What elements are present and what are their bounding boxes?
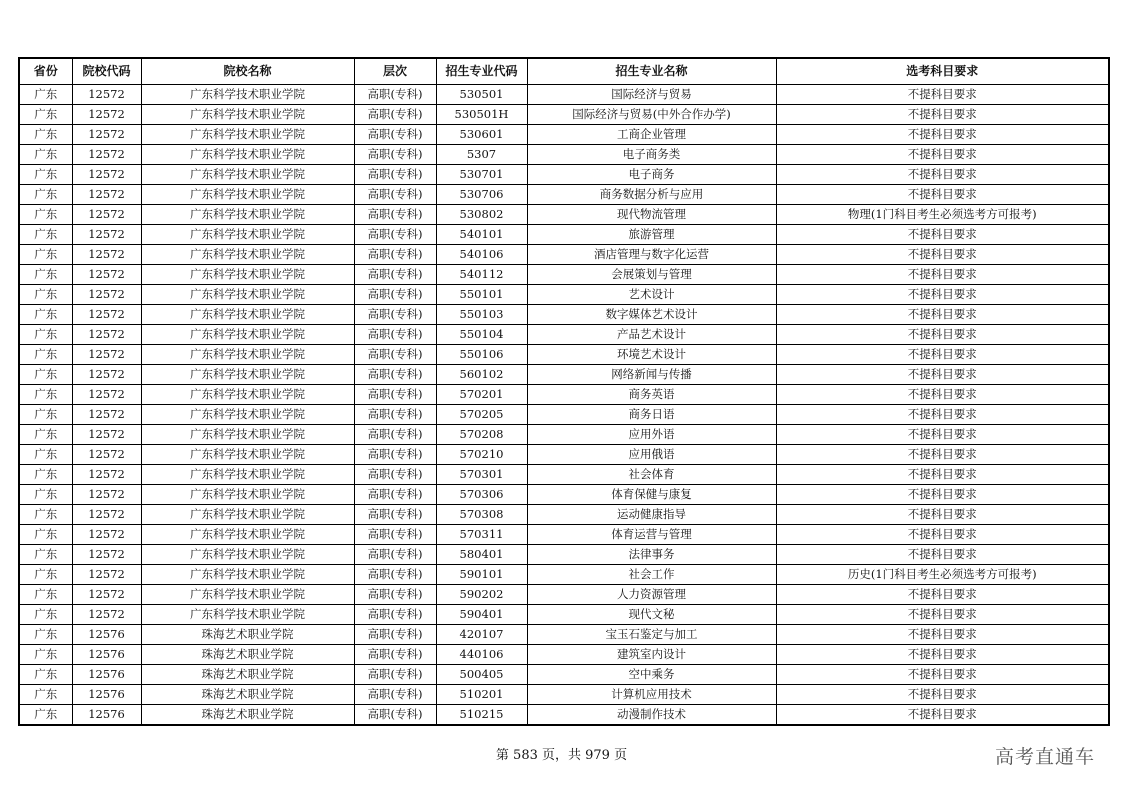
cell-major-code: 530802 <box>436 205 527 225</box>
cell-major-code: 510215 <box>436 705 527 726</box>
cell-school-name: 广东科学技术职业学院 <box>141 505 354 525</box>
cell-school-code: 12572 <box>72 425 141 445</box>
cell-level: 高职(专科) <box>354 525 436 545</box>
cell-subject-requirement: 不提科目要求 <box>776 145 1109 165</box>
cell-level: 高职(专科) <box>354 85 436 105</box>
cell-province: 广东 <box>19 325 72 345</box>
cell-major-code: 550106 <box>436 345 527 365</box>
table-row <box>19 485 1109 505</box>
cell-major-name: 应用外语 <box>527 425 776 445</box>
cell-level: 高职(专科) <box>354 105 436 125</box>
page-number: 第 583 页，共 979 页 <box>495 748 628 763</box>
cell-school-name: 广东科学技术职业学院 <box>141 265 354 285</box>
cell-subject-requirement: 不提科目要求 <box>776 505 1109 525</box>
cell-major-name: 应用俄语 <box>527 445 776 465</box>
cell-major-name: 法律事务 <box>527 545 776 565</box>
cell-major-code: 570306 <box>436 485 527 505</box>
cell-school-code: 12576 <box>72 625 141 645</box>
cell-subject-requirement: 物理(1门科目考生必须选考方可报考) <box>776 205 1109 225</box>
cell-level: 高职(专科) <box>354 125 436 145</box>
cell-school-code: 12572 <box>72 225 141 245</box>
cell-major-code: 540101 <box>436 225 527 245</box>
cell-major-name: 数字媒体艺术设计 <box>527 305 776 325</box>
cell-province: 广东 <box>19 305 72 325</box>
cell-school-code: 12572 <box>72 105 141 125</box>
cell-school-code: 12572 <box>72 205 141 225</box>
cell-level: 高职(专科) <box>354 565 436 585</box>
header-subject-requirement: 选考科目要求 <box>776 58 1109 85</box>
cell-major-name: 现代文秘 <box>527 605 776 625</box>
cell-school-code: 12572 <box>72 445 141 465</box>
cell-school-code: 12572 <box>72 185 141 205</box>
cell-province: 广东 <box>19 285 72 305</box>
table-header-row <box>19 58 1109 85</box>
cell-level: 高职(专科) <box>354 585 436 605</box>
cell-level: 高职(专科) <box>354 325 436 345</box>
table-row <box>19 205 1109 225</box>
cell-province: 广东 <box>19 225 72 245</box>
cell-school-code: 12572 <box>72 605 141 625</box>
cell-school-code: 12572 <box>72 165 141 185</box>
cell-school-code: 12572 <box>72 485 141 505</box>
cell-major-name: 国际经济与贸易 <box>527 85 776 105</box>
cell-school-code: 12572 <box>72 585 141 605</box>
cell-school-name: 广东科学技术职业学院 <box>141 485 354 505</box>
cell-major-name: 体育运营与管理 <box>527 525 776 545</box>
cell-major-name: 工商企业管理 <box>527 125 776 145</box>
cell-major-name: 空中乘务 <box>527 665 776 685</box>
cell-school-name: 广东科学技术职业学院 <box>141 105 354 125</box>
header-school-code: 院校代码 <box>72 58 141 85</box>
cell-subject-requirement: 不提科目要求 <box>776 445 1109 465</box>
cell-major-name: 国际经济与贸易(中外合作办学) <box>527 105 776 125</box>
table-row <box>19 465 1109 485</box>
cell-level: 高职(专科) <box>354 605 436 625</box>
cell-school-name: 广东科学技术职业学院 <box>141 545 354 565</box>
table-row <box>19 385 1109 405</box>
cell-level: 高职(专科) <box>354 645 436 665</box>
admission-table <box>18 57 1110 726</box>
cell-major-code: 560102 <box>436 365 527 385</box>
table-row <box>19 705 1109 726</box>
cell-province: 广东 <box>19 525 72 545</box>
cell-province: 广东 <box>19 485 72 505</box>
cell-major-code: 570210 <box>436 445 527 465</box>
cell-level: 高职(专科) <box>354 665 436 685</box>
cell-major-code: 570311 <box>436 525 527 545</box>
cell-level: 高职(专科) <box>354 505 436 525</box>
table-row <box>19 525 1109 545</box>
cell-subject-requirement: 不提科目要求 <box>776 305 1109 325</box>
cell-province: 广东 <box>19 405 72 425</box>
table-row <box>19 365 1109 385</box>
cell-major-name: 商务数据分析与应用 <box>527 185 776 205</box>
table-row <box>19 225 1109 245</box>
cell-level: 高职(专科) <box>354 165 436 185</box>
table-row <box>19 285 1109 305</box>
cell-province: 广东 <box>19 125 72 145</box>
cell-school-name: 广东科学技术职业学院 <box>141 305 354 325</box>
cell-major-name: 社会体育 <box>527 465 776 485</box>
cell-school-name: 广东科学技术职业学院 <box>141 425 354 445</box>
cell-school-name: 广东科学技术职业学院 <box>141 285 354 305</box>
table-row <box>19 165 1109 185</box>
cell-province: 广东 <box>19 505 72 525</box>
cell-province: 广东 <box>19 645 72 665</box>
cell-school-name: 广东科学技术职业学院 <box>141 585 354 605</box>
table-row <box>19 665 1109 685</box>
cell-province: 广东 <box>19 625 72 645</box>
cell-school-name: 广东科学技术职业学院 <box>141 445 354 465</box>
cell-school-code: 12572 <box>72 285 141 305</box>
cell-school-code: 12572 <box>72 85 141 105</box>
cell-major-name: 电子商务 <box>527 165 776 185</box>
cell-school-name: 广东科学技术职业学院 <box>141 525 354 545</box>
cell-major-code: 540106 <box>436 245 527 265</box>
cell-school-name: 广东科学技术职业学院 <box>141 205 354 225</box>
header-level: 层次 <box>354 58 436 85</box>
cell-major-code: 510201 <box>436 685 527 705</box>
cell-subject-requirement: 不提科目要求 <box>776 185 1109 205</box>
cell-school-name: 广东科学技术职业学院 <box>141 165 354 185</box>
cell-subject-requirement: 不提科目要求 <box>776 585 1109 605</box>
cell-level: 高职(专科) <box>354 305 436 325</box>
cell-major-code: 500405 <box>436 665 527 685</box>
cell-level: 高职(专科) <box>354 485 436 505</box>
cell-subject-requirement: 不提科目要求 <box>776 545 1109 565</box>
cell-major-code: 530501 <box>436 85 527 105</box>
cell-level: 高职(专科) <box>354 265 436 285</box>
cell-major-code: 530701 <box>436 165 527 185</box>
cell-major-name: 商务英语 <box>527 385 776 405</box>
cell-subject-requirement: 不提科目要求 <box>776 285 1109 305</box>
cell-major-code: 590202 <box>436 585 527 605</box>
cell-school-name: 广东科学技术职业学院 <box>141 325 354 345</box>
cell-school-code: 12572 <box>72 305 141 325</box>
cell-school-code: 12572 <box>72 345 141 365</box>
cell-level: 高职(专科) <box>354 425 436 445</box>
cell-school-code: 12572 <box>72 545 141 565</box>
cell-school-name: 广东科学技术职业学院 <box>141 385 354 405</box>
cell-major-code: 550101 <box>436 285 527 305</box>
cell-level: 高职(专科) <box>354 625 436 645</box>
table-body <box>19 85 1109 726</box>
cell-school-name: 广东科学技术职业学院 <box>141 365 354 385</box>
cell-major-code: 550103 <box>436 305 527 325</box>
cell-province: 广东 <box>19 565 72 585</box>
cell-major-name: 社会工作 <box>527 565 776 585</box>
cell-subject-requirement: 不提科目要求 <box>776 385 1109 405</box>
cell-major-name: 商务日语 <box>527 405 776 425</box>
cell-subject-requirement: 不提科目要求 <box>776 665 1109 685</box>
cell-level: 高职(专科) <box>354 225 436 245</box>
cell-major-name: 产品艺术设计 <box>527 325 776 345</box>
cell-major-code: 590101 <box>436 565 527 585</box>
cell-subject-requirement: 不提科目要求 <box>776 405 1109 425</box>
cell-school-name: 广东科学技术职业学院 <box>141 225 354 245</box>
cell-school-code: 12576 <box>72 705 141 726</box>
cell-school-code: 12572 <box>72 525 141 545</box>
cell-province: 广东 <box>19 245 72 265</box>
cell-school-code: 12572 <box>72 385 141 405</box>
cell-major-name: 艺术设计 <box>527 285 776 305</box>
cell-school-code: 12576 <box>72 665 141 685</box>
cell-subject-requirement: 不提科目要求 <box>776 685 1109 705</box>
cell-province: 广东 <box>19 585 72 605</box>
cell-level: 高职(专科) <box>354 465 436 485</box>
cell-major-name: 体育保健与康复 <box>527 485 776 505</box>
table-row <box>19 585 1109 605</box>
cell-major-code: 440106 <box>436 645 527 665</box>
cell-school-code: 12572 <box>72 245 141 265</box>
table-row <box>19 325 1109 345</box>
header-major-name: 招生专业名称 <box>527 58 776 85</box>
cell-subject-requirement: 不提科目要求 <box>776 165 1109 185</box>
header-major-code: 招生专业代码 <box>436 58 527 85</box>
cell-province: 广东 <box>19 465 72 485</box>
cell-major-name: 计算机应用技术 <box>527 685 776 705</box>
cell-level: 高职(专科) <box>354 285 436 305</box>
cell-province: 广东 <box>19 365 72 385</box>
table-row <box>19 605 1109 625</box>
table-row <box>19 645 1109 665</box>
cell-subject-requirement: 不提科目要求 <box>776 345 1109 365</box>
table-row <box>19 505 1109 525</box>
cell-school-name: 广东科学技术职业学院 <box>141 605 354 625</box>
cell-subject-requirement: 不提科目要求 <box>776 85 1109 105</box>
cell-province: 广东 <box>19 425 72 445</box>
cell-school-code: 12572 <box>72 505 141 525</box>
cell-school-name: 广东科学技术职业学院 <box>141 345 354 365</box>
cell-major-name: 建筑室内设计 <box>527 645 776 665</box>
cell-subject-requirement: 不提科目要求 <box>776 105 1109 125</box>
cell-level: 高职(专科) <box>354 405 436 425</box>
cell-major-name: 酒店管理与数字化运营 <box>527 245 776 265</box>
cell-subject-requirement: 不提科目要求 <box>776 625 1109 645</box>
cell-level: 高职(专科) <box>354 705 436 726</box>
cell-school-code: 12572 <box>72 325 141 345</box>
cell-major-name: 环境艺术设计 <box>527 345 776 365</box>
cell-school-name: 广东科学技术职业学院 <box>141 245 354 265</box>
cell-major-code: 5307 <box>436 145 527 165</box>
cell-major-name: 电子商务类 <box>527 145 776 165</box>
cell-school-name: 珠海艺术职业学院 <box>141 665 354 685</box>
table-row <box>19 545 1109 565</box>
cell-subject-requirement: 不提科目要求 <box>776 325 1109 345</box>
table-row <box>19 405 1109 425</box>
cell-major-code: 570201 <box>436 385 527 405</box>
cell-school-code: 12572 <box>72 265 141 285</box>
cell-level: 高职(专科) <box>354 545 436 565</box>
cell-school-name: 广东科学技术职业学院 <box>141 145 354 165</box>
cell-subject-requirement: 不提科目要求 <box>776 245 1109 265</box>
table-row <box>19 105 1109 125</box>
cell-province: 广东 <box>19 265 72 285</box>
cell-school-name: 珠海艺术职业学院 <box>141 625 354 645</box>
cell-school-code: 12572 <box>72 125 141 145</box>
cell-province: 广东 <box>19 165 72 185</box>
cell-school-name: 珠海艺术职业学院 <box>141 645 354 665</box>
cell-level: 高职(专科) <box>354 205 436 225</box>
cell-school-name: 广东科学技术职业学院 <box>141 405 354 425</box>
cell-major-code: 530501H <box>436 105 527 125</box>
cell-major-name: 现代物流管理 <box>527 205 776 225</box>
cell-subject-requirement: 不提科目要求 <box>776 225 1109 245</box>
header-province: 省份 <box>19 58 72 85</box>
table-row <box>19 145 1109 165</box>
cell-school-name: 珠海艺术职业学院 <box>141 705 354 726</box>
cell-school-name: 广东科学技术职业学院 <box>141 125 354 145</box>
cell-school-code: 12576 <box>72 685 141 705</box>
cell-province: 广东 <box>19 545 72 565</box>
table-row <box>19 185 1109 205</box>
cell-province: 广东 <box>19 185 72 205</box>
table-row <box>19 85 1109 105</box>
header-school-name: 院校名称 <box>141 58 354 85</box>
cell-province: 广东 <box>19 385 72 405</box>
cell-subject-requirement: 不提科目要求 <box>776 465 1109 485</box>
cell-province: 广东 <box>19 705 72 726</box>
cell-province: 广东 <box>19 445 72 465</box>
cell-province: 广东 <box>19 105 72 125</box>
cell-school-name: 广东科学技术职业学院 <box>141 565 354 585</box>
cell-subject-requirement: 不提科目要求 <box>776 485 1109 505</box>
table-row <box>19 445 1109 465</box>
cell-level: 高职(专科) <box>354 345 436 365</box>
cell-province: 广东 <box>19 665 72 685</box>
cell-major-name: 会展策划与管理 <box>527 265 776 285</box>
cell-major-name: 动漫制作技术 <box>527 705 776 726</box>
cell-province: 广东 <box>19 85 72 105</box>
table-row <box>19 125 1109 145</box>
cell-level: 高职(专科) <box>354 185 436 205</box>
cell-school-name: 珠海艺术职业学院 <box>141 685 354 705</box>
cell-school-code: 12572 <box>72 145 141 165</box>
cell-province: 广东 <box>19 685 72 705</box>
cell-major-code: 530706 <box>436 185 527 205</box>
cell-level: 高职(专科) <box>354 245 436 265</box>
table-row <box>19 305 1109 325</box>
cell-level: 高职(专科) <box>354 365 436 385</box>
cell-subject-requirement: 不提科目要求 <box>776 425 1109 445</box>
cell-level: 高职(专科) <box>354 685 436 705</box>
cell-subject-requirement: 不提科目要求 <box>776 525 1109 545</box>
cell-major-code: 590401 <box>436 605 527 625</box>
cell-level: 高职(专科) <box>354 445 436 465</box>
cell-major-code: 580401 <box>436 545 527 565</box>
cell-major-code: 570205 <box>436 405 527 425</box>
cell-subject-requirement: 不提科目要求 <box>776 605 1109 625</box>
cell-subject-requirement: 不提科目要求 <box>776 265 1109 285</box>
table-row <box>19 425 1109 445</box>
cell-major-code: 570301 <box>436 465 527 485</box>
cell-subject-requirement: 不提科目要求 <box>776 365 1109 385</box>
cell-school-code: 12576 <box>72 645 141 665</box>
cell-level: 高职(专科) <box>354 385 436 405</box>
cell-major-name: 人力资源管理 <box>527 585 776 605</box>
cell-major-name: 运动健康指导 <box>527 505 776 525</box>
cell-major-code: 420107 <box>436 625 527 645</box>
table-row <box>19 345 1109 365</box>
cell-school-code: 12572 <box>72 465 141 485</box>
table-row <box>19 625 1109 645</box>
cell-major-code: 550104 <box>436 325 527 345</box>
cell-major-name: 网络新闻与传播 <box>527 365 776 385</box>
table-row <box>19 265 1109 285</box>
cell-major-name: 旅游管理 <box>527 225 776 245</box>
cell-major-code: 570308 <box>436 505 527 525</box>
cell-major-name: 宝玉石鉴定与加工 <box>527 625 776 645</box>
cell-province: 广东 <box>19 145 72 165</box>
cell-subject-requirement: 历史(1门科目考生必须选考方可报考) <box>776 565 1109 585</box>
cell-level: 高职(专科) <box>354 145 436 165</box>
table-row <box>19 245 1109 265</box>
cell-province: 广东 <box>19 345 72 365</box>
cell-major-code: 570208 <box>436 425 527 445</box>
cell-school-code: 12572 <box>72 565 141 585</box>
cell-subject-requirement: 不提科目要求 <box>776 645 1109 665</box>
table-row <box>19 565 1109 585</box>
cell-major-code: 530601 <box>436 125 527 145</box>
watermark-logo-text: 高考直通车 <box>994 746 1095 768</box>
cell-school-code: 12572 <box>72 405 141 425</box>
cell-subject-requirement: 不提科目要求 <box>776 705 1109 726</box>
cell-school-name: 广东科学技术职业学院 <box>141 185 354 205</box>
cell-province: 广东 <box>19 605 72 625</box>
cell-school-name: 广东科学技术职业学院 <box>141 465 354 485</box>
table-row <box>19 685 1109 705</box>
cell-school-code: 12572 <box>72 365 141 385</box>
cell-school-name: 广东科学技术职业学院 <box>141 85 354 105</box>
cell-province: 广东 <box>19 205 72 225</box>
cell-major-code: 540112 <box>436 265 527 285</box>
cell-subject-requirement: 不提科目要求 <box>776 125 1109 145</box>
